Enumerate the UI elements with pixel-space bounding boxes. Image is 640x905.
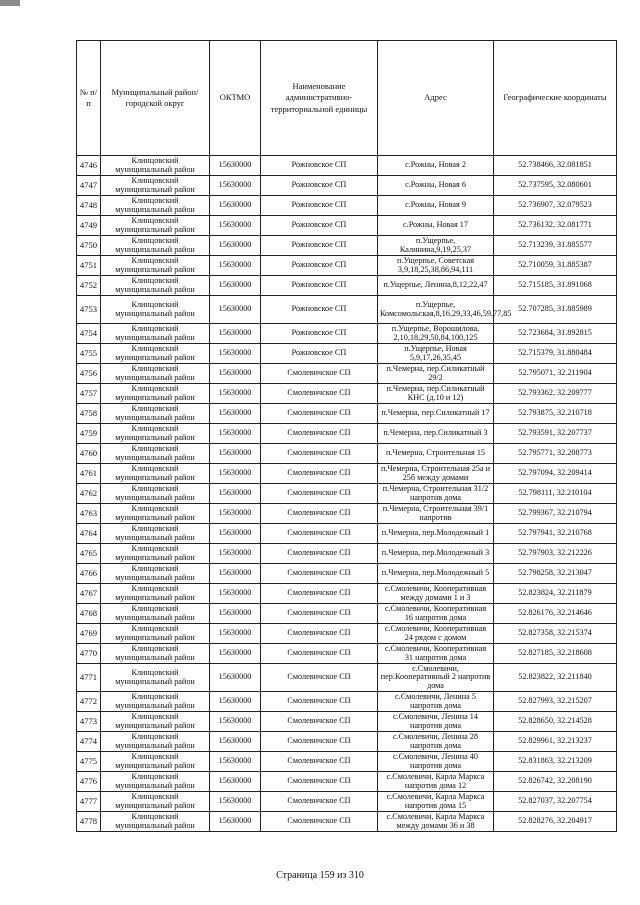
address-cell: п.Чемерна, пер.Молодежный 3 <box>378 544 494 564</box>
row-number: 4769 <box>77 624 101 644</box>
address-cell: п.Чемерна, пер.Силикатный 29/2 <box>378 364 494 384</box>
header-oktmo: ОКТМО <box>210 41 261 156</box>
coords-cell: 52.823824, 32.211879 <box>494 584 617 604</box>
row-number: 4774 <box>77 732 101 752</box>
registry-table <box>76 40 617 832</box>
district-cell: Клинцовский муниципальный район <box>101 384 210 404</box>
table-row <box>77 584 617 604</box>
oktmo-cell: 15630000 <box>210 692 261 712</box>
district-cell: Клинцовский муниципальный район <box>101 276 210 296</box>
address-cell: с.Смолевичи, Карла Маркса напротив дома 15 <box>378 792 494 812</box>
unit-cell: Смолевичское СП <box>261 424 378 444</box>
unit-cell: Смолевичское СП <box>261 644 378 664</box>
row-number: 4773 <box>77 712 101 732</box>
district-cell: Клинцовский муниципальный район <box>101 324 210 344</box>
row-number: 4755 <box>77 344 101 364</box>
address-cell: п.Чемерна, пер.Молодежный 1 <box>378 524 494 544</box>
unit-cell: Смолевичское СП <box>261 812 378 832</box>
row-number: 4753 <box>77 296 101 324</box>
oktmo-cell: 15630000 <box>210 216 261 236</box>
district-cell: Клинцовский муниципальный район <box>101 344 210 364</box>
oktmo-cell: 15630000 <box>210 344 261 364</box>
oktmo-cell: 15630000 <box>210 276 261 296</box>
row-number: 4760 <box>77 444 101 464</box>
address-cell: п.Чемерна, Строительная 31/2 напротив дома <box>378 484 494 504</box>
address-cell: п.Чемерна, Строительная 39/1 напротив <box>378 504 494 524</box>
row-number: 4746 <box>77 156 101 176</box>
oktmo-cell: 15630000 <box>210 176 261 196</box>
coords-cell: 52.710059, 31.885387 <box>494 256 617 276</box>
oktmo-cell: 15630000 <box>210 364 261 384</box>
district-cell: Клинцовский муниципальный район <box>101 484 210 504</box>
unit-cell: Рожновское СП <box>261 344 378 364</box>
oktmo-cell: 15630000 <box>210 624 261 644</box>
table-header-row <box>77 41 617 156</box>
oktmo-cell: 15630000 <box>210 464 261 484</box>
address-cell: п.Ущерпье, Калинина,9,19,25,37 <box>378 236 494 256</box>
table-row <box>77 404 617 424</box>
address-cell: с.Рожны, Новая 6 <box>378 176 494 196</box>
district-cell: Клинцовский муниципальный район <box>101 196 210 216</box>
table-row <box>77 644 617 664</box>
oktmo-cell: 15630000 <box>210 236 261 256</box>
unit-cell: Рожновское СП <box>261 176 378 196</box>
unit-cell: Смолевичское СП <box>261 444 378 464</box>
address-cell: п.Чемерна, пер.Силикатный КНС (д.10 и 12) <box>378 384 494 404</box>
address-cell: с.Рожны, Новая 2 <box>378 156 494 176</box>
coords-cell: 52.826742, 32.208190 <box>494 772 617 792</box>
coords-cell: 52.715379, 31.880484 <box>494 344 617 364</box>
table-row <box>77 276 617 296</box>
table-row <box>77 712 617 732</box>
address-cell: п.Ущерпье, Комсомольская,8,16,29,33,46,59,77,85 <box>378 296 494 324</box>
district-cell: Клинцовский муниципальный район <box>101 424 210 444</box>
oktmo-cell: 15630000 <box>210 812 261 832</box>
district-cell: Клинцовский муниципальный район <box>101 444 210 464</box>
district-cell: Клинцовский муниципальный район <box>101 772 210 792</box>
district-cell: Клинцовский муниципальный район <box>101 692 210 712</box>
unit-cell: Рожновское СП <box>261 236 378 256</box>
district-cell: Клинцовский муниципальный район <box>101 404 210 424</box>
coords-cell: 52.736907, 32.079523 <box>494 196 617 216</box>
district-cell: Клинцовский муниципальный район <box>101 584 210 604</box>
oktmo-cell: 15630000 <box>210 544 261 564</box>
table-row <box>77 324 617 344</box>
table-row <box>77 624 617 644</box>
address-cell: п.Чемерна, пер.Молодежный 5 <box>378 564 494 584</box>
unit-cell: Смолевичское СП <box>261 664 378 692</box>
unit-cell: Рожновское СП <box>261 196 378 216</box>
district-cell: Клинцовский муниципальный район <box>101 524 210 544</box>
coords-cell: 52.827993, 32.215207 <box>494 692 617 712</box>
district-cell: Клинцовский муниципальный район <box>101 624 210 644</box>
coords-cell: 52.798258, 32.213047 <box>494 564 617 584</box>
district-cell: Клинцовский муниципальный район <box>101 752 210 772</box>
table-body <box>77 156 617 832</box>
address-cell: с.Смолевичи, Ленина 5 напротив дома <box>378 692 494 712</box>
coords-cell: 52.797903, 32.212226 <box>494 544 617 564</box>
oktmo-cell: 15630000 <box>210 712 261 732</box>
district-cell: Клинцовский муниципальный район <box>101 296 210 324</box>
address-cell: п.Ущерпье, Новая 5,9,17,26,35,45 <box>378 344 494 364</box>
row-number: 4762 <box>77 484 101 504</box>
unit-cell: Смолевичское СП <box>261 464 378 484</box>
coords-cell: 52.715185, 31.891068 <box>494 276 617 296</box>
unit-cell: Смолевичское СП <box>261 564 378 584</box>
table-row <box>77 236 617 256</box>
table-row <box>77 772 617 792</box>
row-number: 4747 <box>77 176 101 196</box>
table-row <box>77 176 617 196</box>
header-address: Адрес <box>378 41 494 156</box>
row-number: 4761 <box>77 464 101 484</box>
row-number: 4768 <box>77 604 101 624</box>
table-row <box>77 752 617 772</box>
coords-cell: 52.828276, 32.204917 <box>494 812 617 832</box>
row-number: 4772 <box>77 692 101 712</box>
district-cell: Клинцовский муниципальный район <box>101 664 210 692</box>
row-number: 4776 <box>77 772 101 792</box>
unit-cell: Смолевичское СП <box>261 524 378 544</box>
address-cell: с.Смолевичи, Кооперативная между домами 1 и 3 <box>378 584 494 604</box>
address-cell: с.Смолевичи, пер.Кооперативный 2 напротив дома <box>378 664 494 692</box>
coords-cell: 52.798111, 32.210104 <box>494 484 617 504</box>
district-cell: Клинцовский муниципальный район <box>101 644 210 664</box>
unit-cell: Смолевичское СП <box>261 544 378 564</box>
coords-cell: 52.736132, 32.081771 <box>494 216 617 236</box>
oktmo-cell: 15630000 <box>210 484 261 504</box>
row-number: 4754 <box>77 324 101 344</box>
district-cell: Клинцовский муниципальный район <box>101 156 210 176</box>
row-number: 4758 <box>77 404 101 424</box>
oktmo-cell: 15630000 <box>210 424 261 444</box>
oktmo-cell: 15630000 <box>210 504 261 524</box>
address-cell: с.Смолевичи, Карла Маркса напротив дома 12 <box>378 772 494 792</box>
header-district: Муниципальный район/городской округ <box>101 41 210 156</box>
unit-cell: Рожновское СП <box>261 256 378 276</box>
unit-cell: Смолевичское СП <box>261 364 378 384</box>
row-number: 4770 <box>77 644 101 664</box>
coords-cell: 52.829961, 32.213237 <box>494 732 617 752</box>
row-number: 4763 <box>77 504 101 524</box>
table-row <box>77 256 617 276</box>
address-cell: п.Чемерна, Строительная 15 <box>378 444 494 464</box>
address-cell: с.Смолевичи, Кооперативная 16 напротив дома <box>378 604 494 624</box>
unit-cell: Смолевичское СП <box>261 752 378 772</box>
district-cell: Клинцовский муниципальный район <box>101 544 210 564</box>
district-cell: Клинцовский муниципальный район <box>101 256 210 276</box>
table-row <box>77 604 617 624</box>
address-cell: п.Ущерпье, Ленина,8,12,22,47 <box>378 276 494 296</box>
district-cell: Клинцовский муниципальный район <box>101 236 210 256</box>
table-row <box>77 664 617 692</box>
district-cell: Клинцовский муниципальный район <box>101 732 210 752</box>
address-cell: с.Смолевичи, Кооперативная 24 рядом с домом <box>378 624 494 644</box>
district-cell: Клинцовский муниципальный район <box>101 792 210 812</box>
oktmo-cell: 15630000 <box>210 604 261 624</box>
row-number: 4771 <box>77 664 101 692</box>
coords-cell: 52.738466, 32.081851 <box>494 156 617 176</box>
address-cell: с.Смолевичи, Ленина 28 напротив дома <box>378 732 494 752</box>
oktmo-cell: 15630000 <box>210 404 261 424</box>
oktmo-cell: 15630000 <box>210 752 261 772</box>
district-cell: Клинцовский муниципальный район <box>101 176 210 196</box>
unit-cell: Рожновское СП <box>261 276 378 296</box>
oktmo-cell: 15630000 <box>210 196 261 216</box>
oktmo-cell: 15630000 <box>210 664 261 692</box>
oktmo-cell: 15630000 <box>210 564 261 584</box>
district-cell: Клинцовский муниципальный район <box>101 604 210 624</box>
oktmo-cell: 15630000 <box>210 324 261 344</box>
address-cell: п.Чемерна, Строительная 25а и 25б между домами <box>378 464 494 484</box>
coords-cell: 52.828650, 32.214528 <box>494 712 617 732</box>
unit-cell: Смолевичское СП <box>261 732 378 752</box>
coords-cell: 52.737595, 32.080601 <box>494 176 617 196</box>
coords-cell: 52.707285, 31.885989 <box>494 296 617 324</box>
coords-cell: 52.827037, 32.207754 <box>494 792 617 812</box>
unit-cell: Рожновское СП <box>261 156 378 176</box>
row-number: 4765 <box>77 544 101 564</box>
address-cell: п.Чемерна, пер.Силикатный 3 <box>378 424 494 444</box>
oktmo-cell: 15630000 <box>210 256 261 276</box>
table-row <box>77 216 617 236</box>
scan-corner-mark <box>0 0 20 6</box>
coords-cell: 52.713239, 31.885577 <box>494 236 617 256</box>
district-cell: Клинцовский муниципальный район <box>101 464 210 484</box>
table-row <box>77 732 617 752</box>
address-cell: п.Ущерпье, Ворошилова, 2,10,18,29,50,84,100,125 <box>378 324 494 344</box>
unit-cell: Смолевичское СП <box>261 712 378 732</box>
table-row <box>77 524 617 544</box>
unit-cell: Рожновское СП <box>261 296 378 324</box>
row-number: 4767 <box>77 584 101 604</box>
row-number: 4756 <box>77 364 101 384</box>
table-row <box>77 384 617 404</box>
table-row <box>77 484 617 504</box>
table-row <box>77 812 617 832</box>
unit-cell: Смолевичское СП <box>261 792 378 812</box>
unit-cell: Смолевичское СП <box>261 484 378 504</box>
coords-cell: 52.793591, 32.207737 <box>494 424 617 444</box>
coords-cell: 52.797094, 32.209414 <box>494 464 617 484</box>
unit-cell: Смолевичское СП <box>261 692 378 712</box>
district-cell: Клинцовский муниципальный район <box>101 812 210 832</box>
unit-cell: Рожновское СП <box>261 216 378 236</box>
table-row <box>77 544 617 564</box>
coords-cell: 52.831863, 32.213209 <box>494 752 617 772</box>
oktmo-cell: 15630000 <box>210 524 261 544</box>
unit-cell: Смолевичское СП <box>261 584 378 604</box>
row-number: 4778 <box>77 812 101 832</box>
address-cell: с.Смолевичи, Ленина 40 напротив дома <box>378 752 494 772</box>
header-num: № п/п <box>77 41 101 156</box>
oktmo-cell: 15630000 <box>210 732 261 752</box>
unit-cell: Смолевичское СП <box>261 504 378 524</box>
address-cell: с.Смолевичи, Кооперативная 31 напротив дома <box>378 644 494 664</box>
unit-cell: Рожновское СП <box>261 324 378 344</box>
oktmo-cell: 15630000 <box>210 444 261 464</box>
table-row <box>77 296 617 324</box>
row-number: 4748 <box>77 196 101 216</box>
table-row <box>77 344 617 364</box>
header-coords: Географические координаты <box>494 41 617 156</box>
coords-cell: 52.799367, 32.210794 <box>494 504 617 524</box>
row-number: 4757 <box>77 384 101 404</box>
coords-cell: 52.795071, 32.211904 <box>494 364 617 384</box>
oktmo-cell: 15630000 <box>210 792 261 812</box>
table-row <box>77 464 617 484</box>
district-cell: Клинцовский муниципальный район <box>101 504 210 524</box>
district-cell: Клинцовский муниципальный район <box>101 364 210 384</box>
coords-cell: 52.827358, 32.215374 <box>494 624 617 644</box>
coords-cell: 52.797941, 32.210768 <box>494 524 617 544</box>
unit-cell: Смолевичское СП <box>261 404 378 424</box>
table-row <box>77 444 617 464</box>
row-number: 4759 <box>77 424 101 444</box>
header-unit: Наименование административно-территориальной единицы <box>261 41 378 156</box>
address-cell: с.Рожны, Новая 17 <box>378 216 494 236</box>
district-cell: Клинцовский муниципальный район <box>101 712 210 732</box>
row-number: 4775 <box>77 752 101 772</box>
unit-cell: Смолевичское СП <box>261 624 378 644</box>
table-row <box>77 156 617 176</box>
page-number: Страница 159 из 310 <box>276 870 364 881</box>
coords-cell: 52.826176, 32.214646 <box>494 604 617 624</box>
unit-cell: Смолевичское СП <box>261 772 378 792</box>
coords-cell: 52.793362, 32.209777 <box>494 384 617 404</box>
table-row <box>77 564 617 584</box>
oktmo-cell: 15630000 <box>210 296 261 324</box>
coords-cell: 52.827185, 32.218608 <box>494 644 617 664</box>
oktmo-cell: 15630000 <box>210 584 261 604</box>
oktmo-cell: 15630000 <box>210 772 261 792</box>
table-row <box>77 504 617 524</box>
coords-cell: 52.723684, 31.892815 <box>494 324 617 344</box>
table-row <box>77 692 617 712</box>
row-number: 4751 <box>77 256 101 276</box>
address-cell: с.Смолевичи, Карла Маркса между домами 36 и 38 <box>378 812 494 832</box>
table-row <box>77 364 617 384</box>
address-cell: п.Ущерпье, Советская 3,9,18,25,38,86,94,111 <box>378 256 494 276</box>
coords-cell: 52.793875, 32.210718 <box>494 404 617 424</box>
table-row <box>77 792 617 812</box>
coords-cell: 52.795771, 32.208773 <box>494 444 617 464</box>
row-number: 4764 <box>77 524 101 544</box>
district-cell: Клинцовский муниципальный район <box>101 216 210 236</box>
oktmo-cell: 15630000 <box>210 156 261 176</box>
row-number: 4766 <box>77 564 101 584</box>
unit-cell: Смолевичское СП <box>261 384 378 404</box>
district-cell: Клинцовский муниципальный район <box>101 564 210 584</box>
row-number: 4777 <box>77 792 101 812</box>
oktmo-cell: 15630000 <box>210 384 261 404</box>
oktmo-cell: 15630000 <box>210 644 261 664</box>
row-number: 4752 <box>77 276 101 296</box>
table-row <box>77 196 617 216</box>
table-row <box>77 424 617 444</box>
row-number: 4749 <box>77 216 101 236</box>
address-cell: с.Рожны, Новая 9 <box>378 196 494 216</box>
address-cell: п.Чемерна, пер.Силикатный 17 <box>378 404 494 424</box>
coords-cell: 52.823822, 32.211840 <box>494 664 617 692</box>
address-cell: с.Смолевичи, Ленина 14 напротив дома <box>378 712 494 732</box>
row-number: 4750 <box>77 236 101 256</box>
unit-cell: Смолевичское СП <box>261 604 378 624</box>
